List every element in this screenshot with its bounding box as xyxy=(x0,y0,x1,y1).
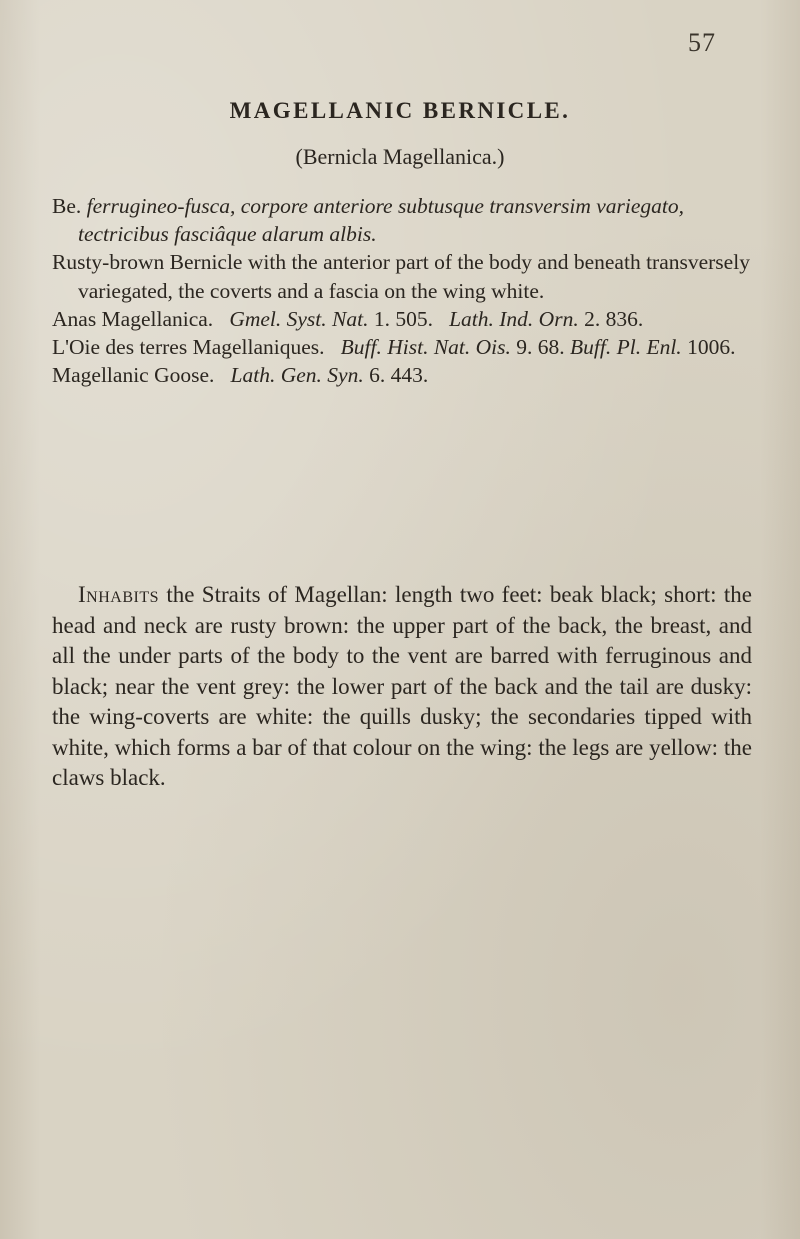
synonym-name: Anas Magellanica. xyxy=(52,306,214,331)
description-paragraph xyxy=(52,580,752,794)
latin-description: ferrugineo-fusca, corpore anteriore subtusque transversim variegato, tectricibus fasciâque alarum albis. xyxy=(78,194,684,247)
citation-source: Lath. Gen. Syn. xyxy=(230,363,364,388)
citation-location: 1. 505. xyxy=(373,306,433,331)
be-prefix: Be. xyxy=(52,194,82,218)
citation-location: 9. 68. xyxy=(516,335,565,360)
citation-source: Buff. Pl. Enl. xyxy=(570,335,682,360)
synonym-entry-goose xyxy=(52,361,752,389)
page-number: 57 xyxy=(688,28,716,57)
citation-location: 2. 836. xyxy=(584,306,644,331)
paragraph-text: the Straits of Magellan: length two feet: beak black; short: the head and neck are rusty brown: the upper part of the back, the breast, and all the under parts of the body to the vent are barred with ferruginous and black; near the vent grey: the lower part of the back and the tail are dusky: the wing-coverts are white: the quills dusky; the secondaries tipped with white, which forms a bar of that colour on the wing: the legs are yellow: the claws black. xyxy=(52,582,752,790)
synonym-name: L'Oie des terres Magellaniques. xyxy=(52,335,325,360)
citation-location: 6. 443. xyxy=(369,363,429,388)
synonym-name: Magellanic Goose. xyxy=(52,363,215,388)
citation-source: Lath. Ind. Orn. xyxy=(449,306,579,331)
citation-source: Buff. Hist. Nat. Ois. xyxy=(340,335,511,360)
synonym-entry-oie xyxy=(52,333,752,361)
paragraph-lead: Inhabits xyxy=(78,582,159,607)
synonym-entry-anas xyxy=(52,305,752,333)
citation-source: Gmel. Syst. Nat. xyxy=(229,306,369,331)
page-title: MAGELLANIC BERNICLE. xyxy=(229,98,571,123)
latin-diagnosis xyxy=(52,192,752,248)
synonymy-block xyxy=(52,192,752,389)
latin-name: (Bernicla Magellanica.) xyxy=(295,144,505,169)
citation-location: 1006. xyxy=(687,335,736,360)
english-diagnosis: Rusty-brown Bernicle with the anterior part of the body and beneath transversely variegated, the coverts and a fascia on the wing white. xyxy=(52,250,750,303)
